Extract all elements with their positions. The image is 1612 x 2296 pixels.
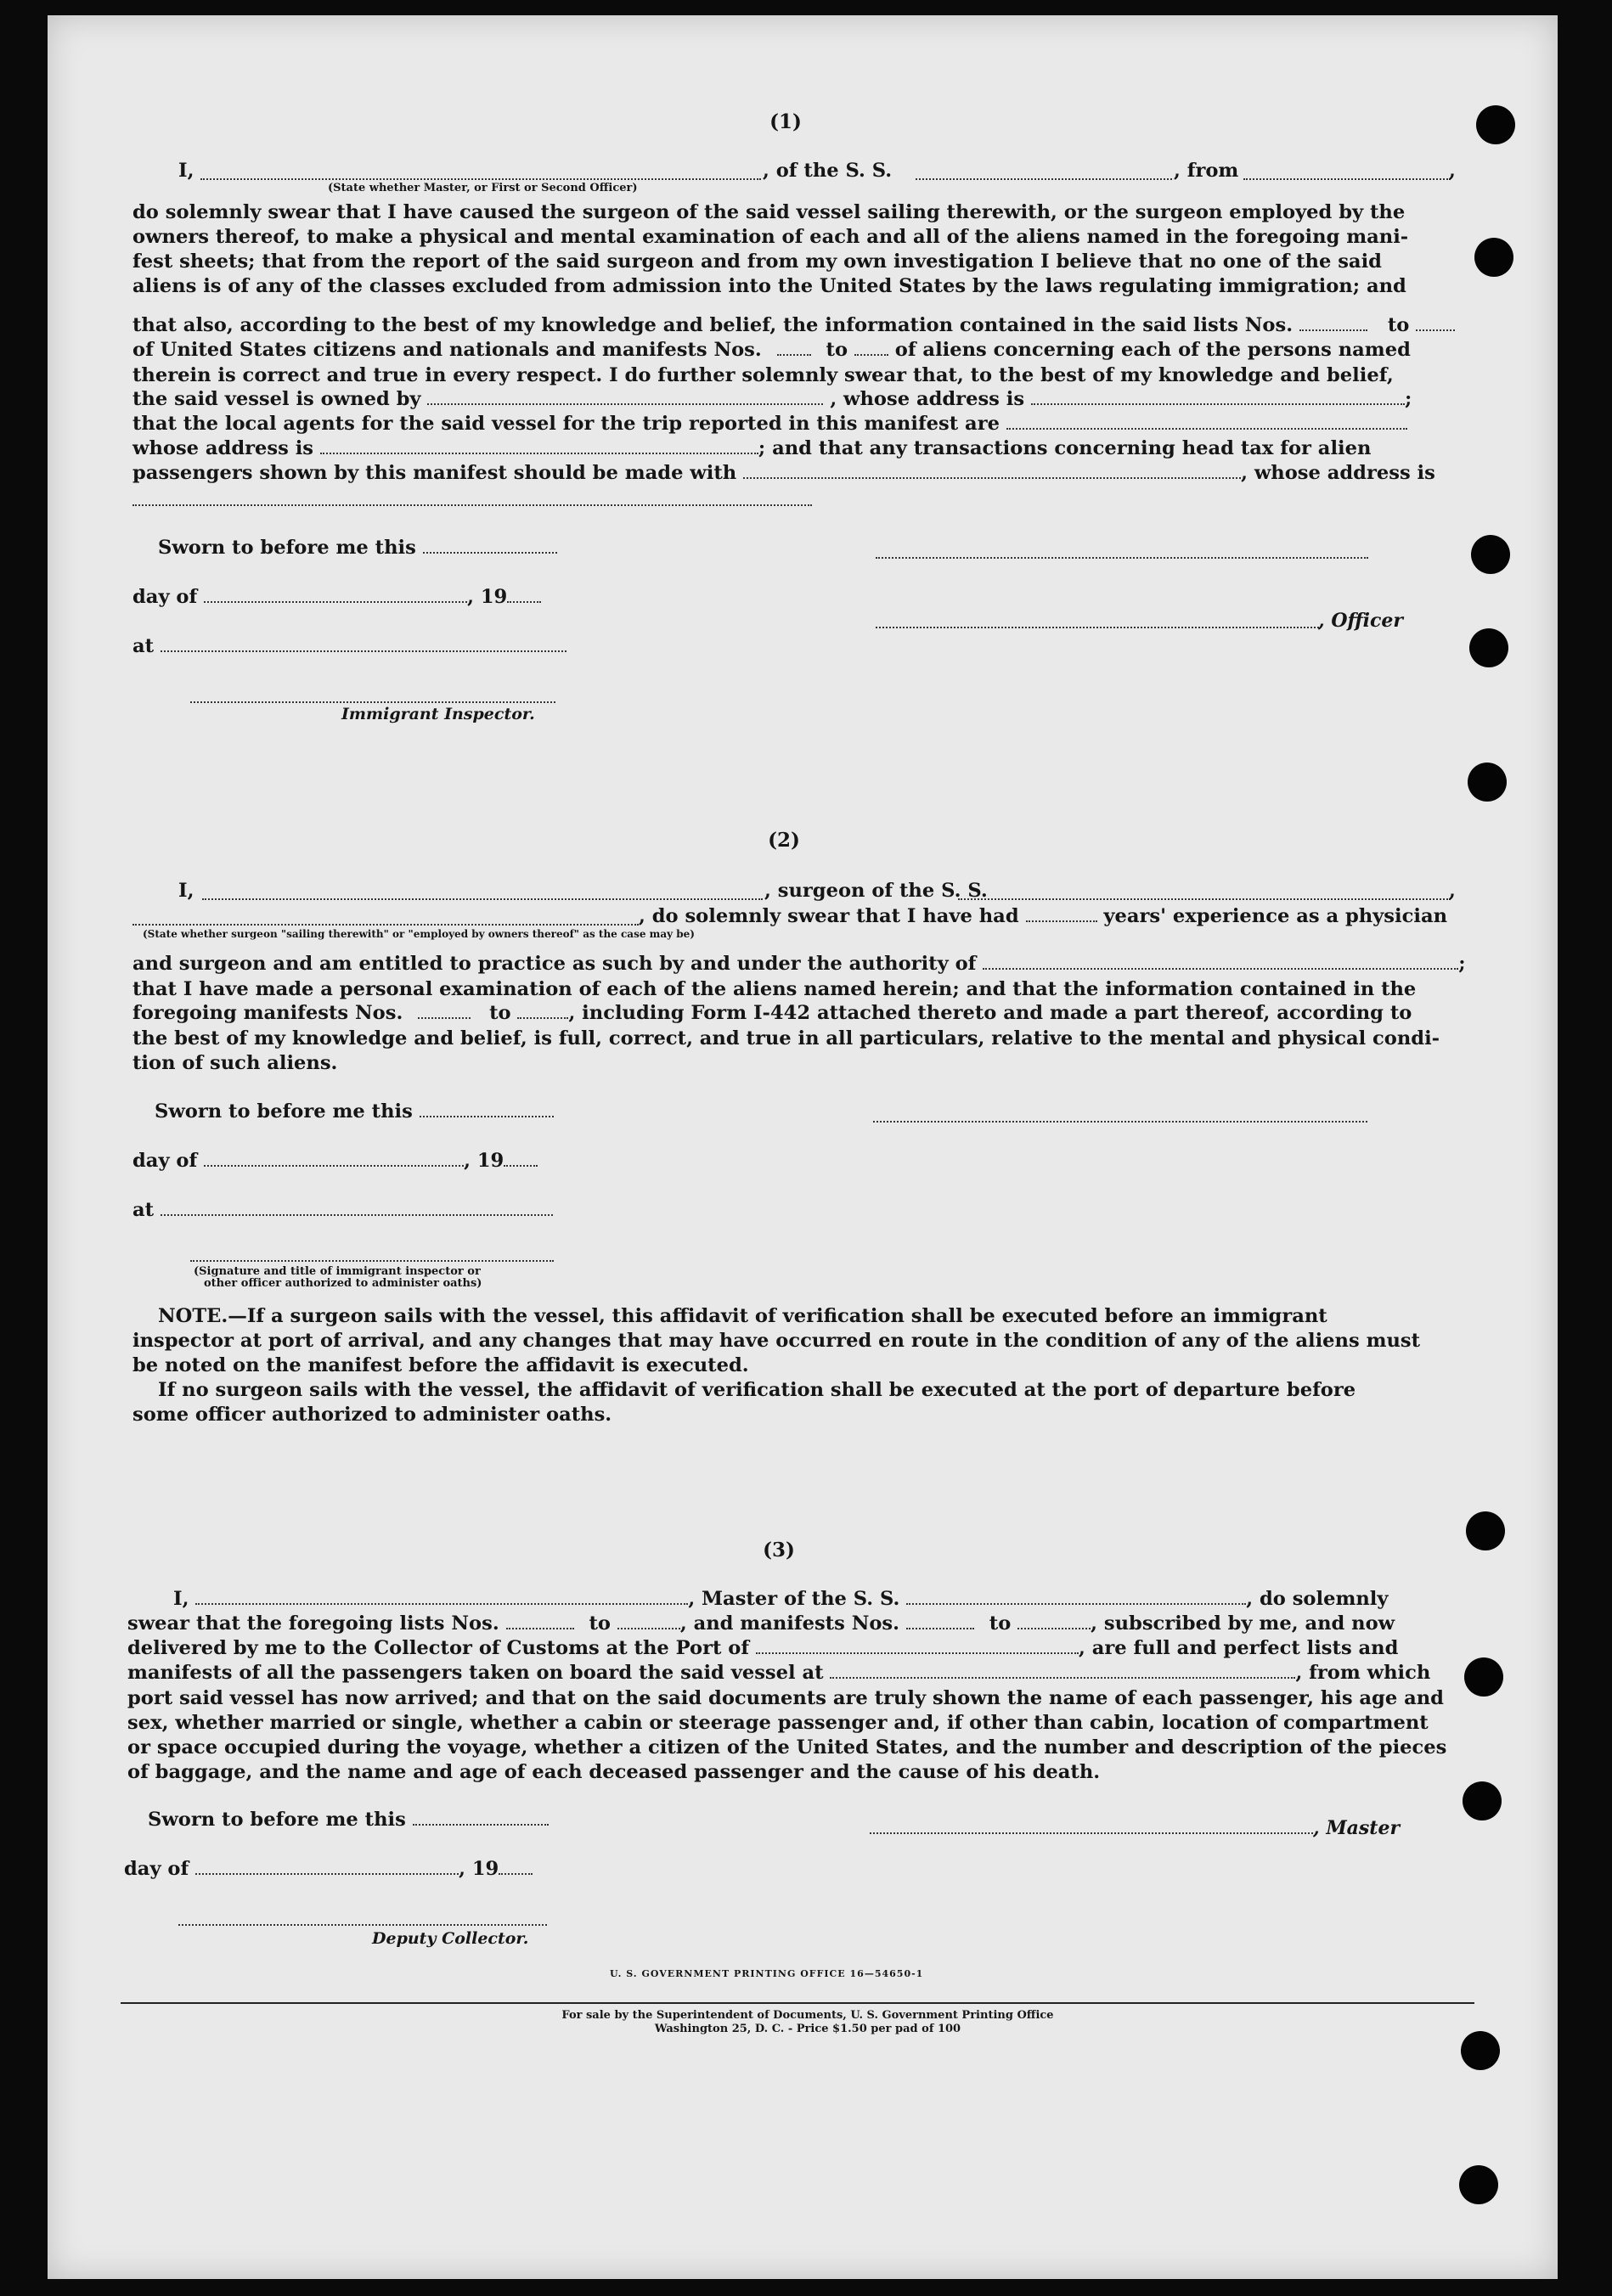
lists-from-blank[interactable] (1299, 314, 1367, 331)
section-1-body-2 (132, 363, 1454, 388)
head-tax-blank[interactable] (743, 462, 1241, 479)
section-3-number: (3) (763, 1539, 795, 1562)
at-blank-2[interactable] (161, 1199, 553, 1216)
agents-address-line: whose address is ; and that any transactions concerning head tax for alien (132, 437, 1372, 459)
surgeon-caption: (State whether surgeon "sailing therewith" or "employed by owners thereof" as the case may be) (143, 928, 695, 940)
note-line: inspector at port of arrival, and any changes that may have occurred en route in the condition of any of the aliens must (132, 1330, 1421, 1352)
officer-rank-blank[interactable] (200, 178, 761, 180)
year-blank-3[interactable] (499, 1858, 533, 1875)
year-blank[interactable] (507, 586, 541, 603)
sig-caption-1: (Signature and title of immigrant inspector or (194, 1265, 481, 1278)
manifest-form-back-page (48, 15, 1558, 2279)
year-blank-2[interactable] (504, 1150, 538, 1167)
sworn-line-3: Sworn to before me this (148, 1809, 549, 1831)
vessel-name-blank[interactable] (916, 178, 1172, 180)
solemnly-label: , do solemnly swear that I have had years' experience as a physician (639, 905, 1448, 927)
manifests-from-blank-3[interactable] (906, 1612, 974, 1629)
month-blank-2[interactable] (204, 1150, 464, 1167)
port-blank[interactable] (756, 1637, 1079, 1654)
manifests-to-blank[interactable] (854, 339, 888, 356)
body-line: port said vessel has now arrived; and that on the said documents are truly shown the name of each passenger, his age and (127, 1687, 1444, 1709)
from-port-blank[interactable] (1243, 178, 1451, 180)
punch-hole (1461, 2031, 1500, 2070)
officer-signature-blank[interactable] (876, 557, 1368, 559)
footer (413, 2009, 1203, 2036)
section-1-number: (1) (769, 110, 802, 133)
comma: , (1449, 880, 1456, 902)
years-blank[interactable] (1026, 905, 1097, 922)
section-3-line-4: manifests of all the passengers taken on board the said vessel at , from which (127, 1662, 1431, 1684)
owner-address-blank[interactable] (1031, 388, 1405, 405)
master-label: , Master (1313, 1817, 1401, 1839)
manifests-from-blank-2[interactable] (418, 1002, 471, 1019)
inspector-label: Immigrant Inspector. (341, 705, 535, 723)
body-line: aliens is of any of the classes excluded from admission into the United States by the laws regulating immigration; and (132, 275, 1406, 297)
section-2-body (132, 977, 1454, 1002)
vessel-name-blank-2[interactable] (958, 898, 1451, 900)
deputy-label: Deputy Collector. (372, 1929, 529, 1948)
lists-from-blank-3[interactable] (506, 1612, 574, 1629)
note-1 (132, 1304, 1454, 1378)
manifests-to-blank-3[interactable] (1017, 1612, 1091, 1629)
note-2 (132, 1378, 1454, 1427)
section-2-body-2 (132, 1027, 1454, 1076)
footer-rule (121, 2002, 1474, 2004)
comma: , (1449, 160, 1456, 182)
punch-hole (1474, 238, 1513, 277)
footer-line-1: For sale by the Superintendent of Documents, U. S. Government Printing Office (561, 2009, 1054, 2022)
embark-port-blank[interactable] (830, 1662, 1295, 1679)
punch-hole (1459, 2165, 1498, 2204)
punch-hole (1471, 535, 1510, 574)
month-blank[interactable] (204, 586, 467, 603)
body-line: the best of my knowledge and belief, is full, correct, and true in all particulars, relative to the mental and physical condi- (132, 1027, 1440, 1050)
section-3-line-1: I, , Master of the S. S. , do solemnly (173, 1588, 1389, 1610)
punch-hole (1469, 628, 1508, 667)
body-line: tion of such aliens. (132, 1052, 338, 1074)
lists-to-blank-3[interactable] (617, 1612, 680, 1629)
authority-line: and surgeon and am entitled to practice as such by and under the authority of ; (132, 953, 1466, 975)
sworn-line-2: Sworn to before me this (155, 1100, 554, 1123)
at-line-1: at (132, 635, 566, 657)
lists-line: that also, according to the best of my knowledge and belief, the information contained in the said lists Nos. to (132, 314, 1455, 336)
sig-caption-2: other officer authorized to administer oaths) (204, 1277, 482, 1290)
section-3-line-2: swear that the foregoing lists Nos. to , and manifests Nos. to , subscribed by me, and now (127, 1612, 1395, 1635)
manifests-from-blank[interactable] (777, 339, 811, 356)
head-tax-line: passengers shown by this manifest should be made with , whose address is (132, 462, 1435, 484)
section-2-i: I, (178, 880, 194, 902)
gpo-imprint: U. S. GOVERNMENT PRINTING OFFICE 16—54650-1 (610, 1968, 924, 1979)
at-line-2: at (132, 1199, 553, 1221)
lists-to-blank[interactable] (1416, 314, 1455, 331)
inspector-signature-blank[interactable] (190, 701, 555, 703)
officer-label: , Officer (1318, 610, 1404, 632)
of-ss-label: , of the S. S. (763, 160, 893, 182)
authority-blank[interactable] (983, 953, 1458, 970)
manifests-to-blank-2[interactable] (517, 1002, 568, 1019)
agents-address-blank[interactable] (320, 437, 758, 454)
section-2-number: (2) (768, 829, 800, 852)
rank-caption: (State whether Master, or First or Second Officer) (328, 182, 638, 194)
body-line: owners thereof, to make a physical and mental examination of each and all of the aliens named in the foregoing mani- (132, 226, 1409, 248)
surgeon-signature-blank[interactable] (873, 1121, 1367, 1123)
officer-name-blank[interactable] (876, 627, 1319, 628)
note-line: some officer authorized to administer oaths. (132, 1404, 612, 1426)
note-line: NOTE.—If a surgeon sails with the vessel, this affidavit of verification shall be executed before an immigrant (158, 1305, 1327, 1327)
surgeon-name-blank[interactable] (202, 898, 763, 900)
section-1-body (132, 200, 1454, 299)
body-line: sex, whether married or single, whether a cabin or steerage passenger and, if other than cabin, location of compartment (127, 1712, 1429, 1734)
body-line: that I have made a personal examination of each of the aliens named herein; and that the information contained in the (132, 978, 1417, 1000)
surgeon-of-label: , surgeon of the S. S. (764, 880, 988, 902)
inspector-signature-blank-2[interactable] (190, 1260, 554, 1262)
month-blank-3[interactable] (195, 1858, 459, 1875)
surgeon-status-blank[interactable] (132, 924, 639, 926)
body-line: fest sheets; that from the report of the said surgeon and from my own investigation I believe that no one of the said (132, 250, 1382, 273)
punch-hole (1464, 1657, 1503, 1697)
body-line: of baggage, and the name and age of each deceased passenger and the cause of his death. (127, 1761, 1101, 1783)
vessel-name-blank-3[interactable] (906, 1588, 1246, 1605)
at-blank[interactable] (161, 635, 566, 652)
manifests-line: of United States citizens and nationals and manifests Nos. to of aliens concerning each of the persons named (132, 339, 1411, 361)
sworn-day-blank-2[interactable] (420, 1100, 554, 1117)
master-name-blank[interactable] (195, 1588, 688, 1605)
punch-hole (1463, 1781, 1502, 1820)
section-3-body (127, 1686, 1454, 1785)
body-line: therein is correct and true in every respect. I do further solemnly swear that, to the best of my knowledge and belief, (132, 364, 1394, 386)
note-line: If no surgeon sails with the vessel, the affidavit of verification shall be executed at the port of departure before (158, 1379, 1356, 1401)
body-line: do solemnly swear that I have caused the surgeon of the said vessel sailing therewith, or the surgeon employed by the (132, 201, 1406, 223)
owner-blank[interactable] (427, 388, 823, 405)
day-of-line-3: day of , 19 (124, 1858, 533, 1880)
footer-line-2: Washington 25, D. C. - Price $1.50 per pad of 100 (654, 2023, 961, 2035)
foregoing-manifests-line: foregoing manifests Nos. to , including Form I-442 attached thereto and made a part thereof, according to (132, 1002, 1412, 1024)
section-3-line-3: delivered by me to the Collector of Customs at the Port of , are full and perfect lists and (127, 1637, 1399, 1659)
day-of-line-2: day of , 19 (132, 1150, 538, 1172)
agents-line: that the local agents for the said vessel for the trip reported in this manifest are (132, 413, 1407, 435)
note-line: be noted on the manifest before the affidavit is executed. (132, 1354, 749, 1376)
punch-hole (1468, 763, 1507, 802)
owner-line: the said vessel is owned by , whose address is ; (132, 388, 1412, 410)
sworn-day-blank-3[interactable] (413, 1809, 549, 1826)
from-label: , from (1174, 160, 1239, 182)
body-line: or space occupied during the voyage, whether a citizen of the United States, and the number and description of the pieces (127, 1736, 1447, 1759)
sworn-line-1: Sworn to before me this (158, 537, 557, 559)
day-of-line-1: day of , 19 (132, 586, 541, 608)
master-signature-blank[interactable] (870, 1832, 1313, 1834)
deputy-signature-blank[interactable] (178, 1924, 547, 1926)
head-tax-address-blank[interactable] (132, 504, 812, 506)
agents-blank[interactable] (1006, 413, 1407, 430)
section-1-i: I, (178, 160, 194, 182)
sworn-day-blank[interactable] (423, 537, 557, 554)
